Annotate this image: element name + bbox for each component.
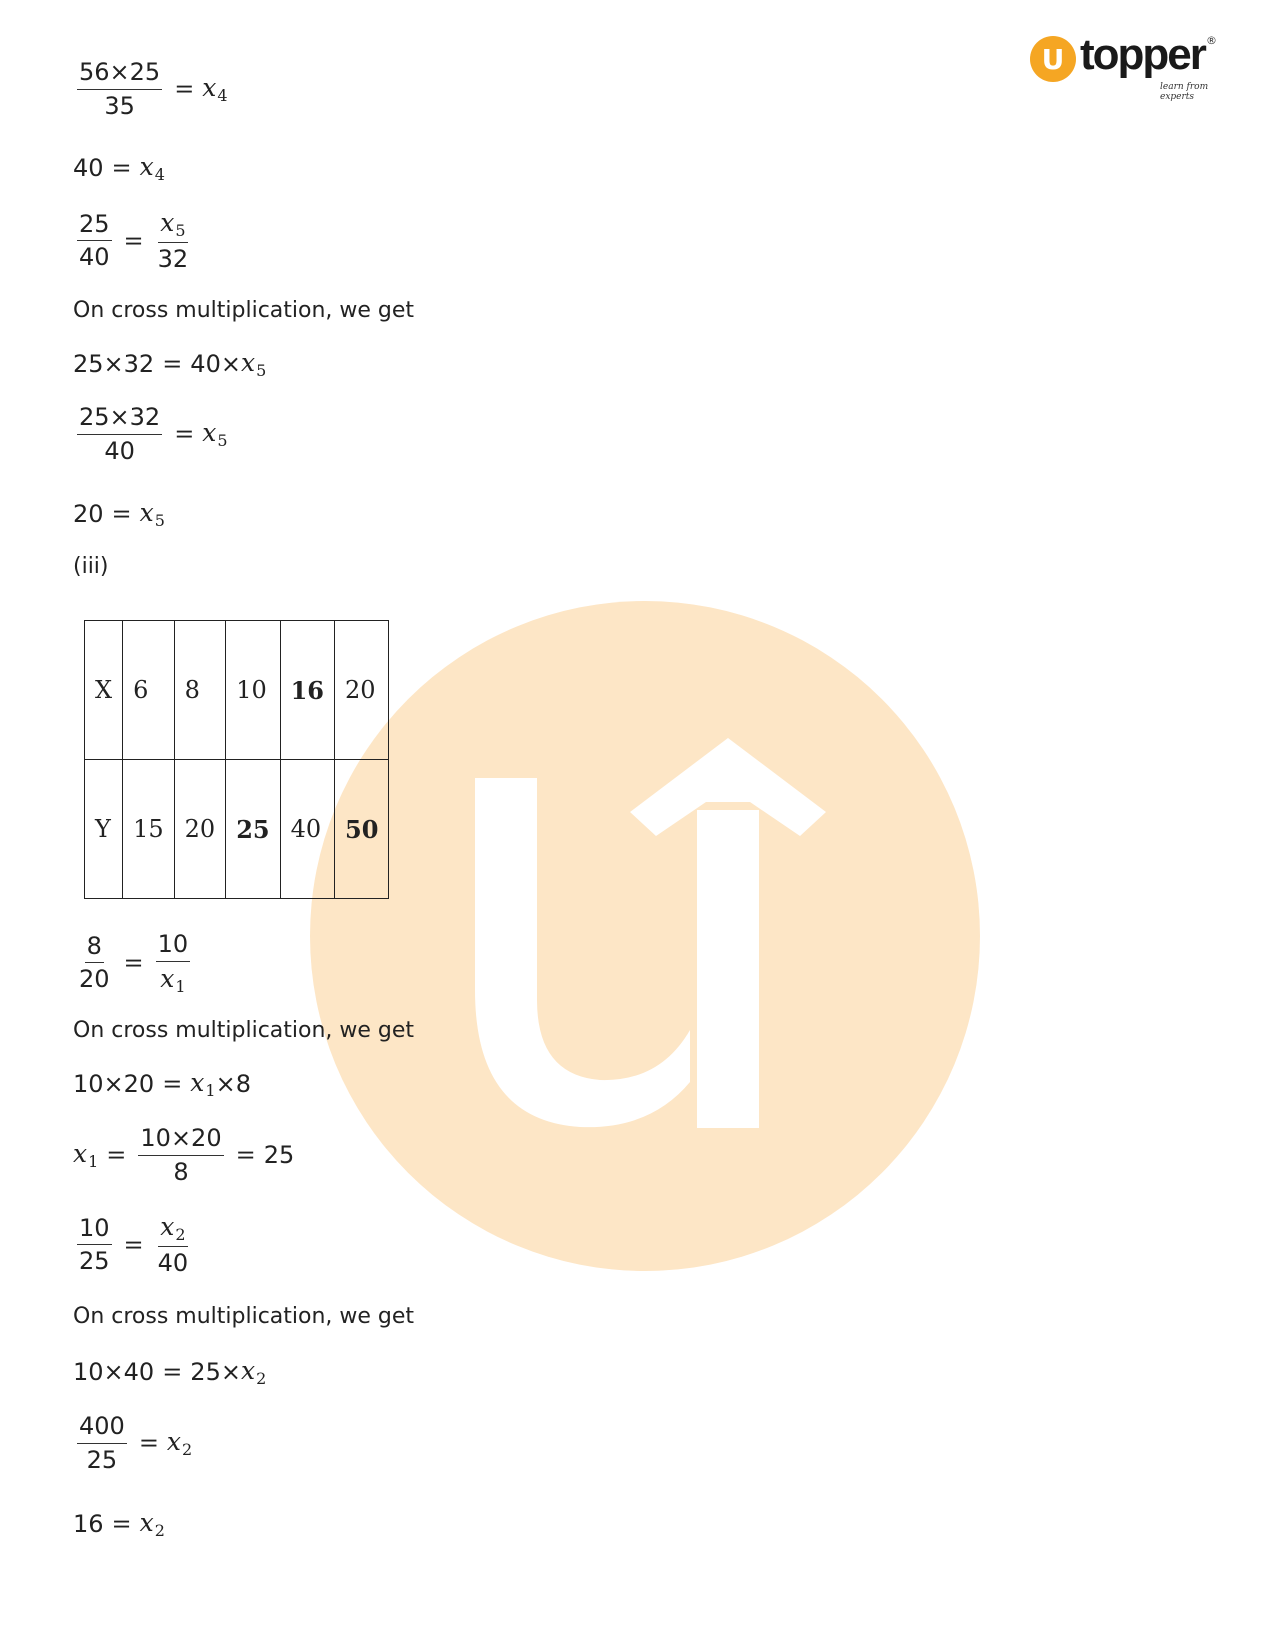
- table-cell: 20: [335, 621, 389, 760]
- text-cross-multiplication-1: On cross multiplication, we get: [73, 298, 415, 323]
- logo-tagline: learn from experts: [1160, 82, 1209, 102]
- table-cell: 10: [226, 621, 280, 760]
- equation-2: 40 = $x_4$: [73, 152, 165, 184]
- table-cell: 16: [280, 621, 334, 760]
- equation-7: 20 = $x_5$: [73, 498, 165, 530]
- table-cell: 25: [226, 760, 280, 899]
- table-row-y: [85, 760, 389, 899]
- table-row-x: [85, 621, 389, 760]
- equation-16: $\frac{400}{25}$ = $x_2$: [79, 1412, 193, 1474]
- equation-15: 10×40 = 25× $x_2$: [73, 1356, 267, 1388]
- row-label: X: [85, 621, 123, 760]
- logo-u-icon: U: [1030, 36, 1076, 82]
- part-label-iii: (iii): [73, 554, 109, 579]
- equation-11: 10×20 = $x_1$ ×8: [73, 1068, 251, 1100]
- table-cell: 20: [174, 760, 226, 899]
- equation-12: $x_1$ = $\frac{10\times 20}{8}$ = 25: [73, 1124, 295, 1186]
- variable: $x_4$: [139, 152, 165, 184]
- equation-1: $\frac{56\times 25}{35}$ = $x_4$: [79, 58, 228, 120]
- logo-registered: ®: [1206, 34, 1217, 47]
- table-cell: 15: [123, 760, 175, 899]
- text-cross-multiplication-2: On cross multiplication, we get: [73, 1018, 415, 1043]
- equation-17: 16 = $x_2$: [73, 1508, 165, 1540]
- variable: $x_4$: [202, 73, 228, 106]
- logo-brand: topper: [1080, 30, 1205, 79]
- table-cell: 50: [335, 760, 389, 899]
- table-cell: 8: [174, 621, 226, 760]
- table-cell: 6: [123, 621, 175, 760]
- equation-3: $\frac{25}{40}$ = $\frac{x_5}{32}$: [79, 208, 189, 274]
- topper-logo: [1030, 30, 1230, 102]
- table-cell: 40: [280, 760, 334, 899]
- equation-5: 25×32 = 40× $x_5$: [73, 348, 267, 380]
- equation-13: $\frac{10}{25}$ = $\frac{x_2}{40}$: [79, 1212, 189, 1278]
- fraction: $\frac{56\times 25}{35}$: [79, 58, 161, 120]
- equation-6: $\frac{25\times 32}{40}$ = $x_5$: [79, 403, 228, 465]
- xy-table: [84, 620, 389, 899]
- text-cross-multiplication-3: On cross multiplication, we get: [73, 1304, 415, 1329]
- equation-9: $\frac{8}{20}$ = $\frac{10}{x_1}$: [79, 930, 189, 996]
- row-label: Y: [85, 760, 123, 899]
